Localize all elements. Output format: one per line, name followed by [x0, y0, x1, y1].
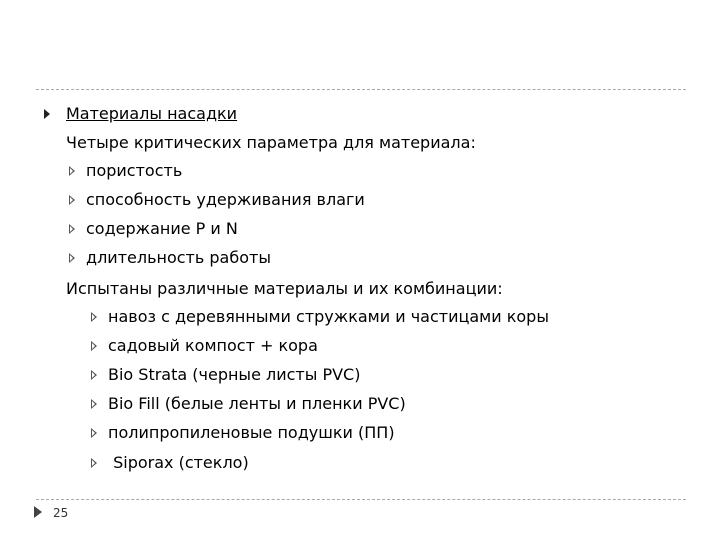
- list-item: садовый компост + кора: [108, 336, 318, 355]
- params-intro: Четыре критических параметра для материала:: [66, 133, 476, 152]
- list-item: Siporax (стекло): [108, 453, 249, 472]
- bullet-arrow-icon: [44, 109, 50, 119]
- page-number: 25: [53, 506, 69, 520]
- list-item: длительность работы: [86, 248, 271, 267]
- list-item: способность удерживания влаги: [86, 190, 365, 209]
- bullet-arrow-icon: [91, 312, 97, 322]
- bullet-arrow-icon: [91, 428, 97, 438]
- list-item: пористость: [86, 161, 183, 180]
- bullet-arrow-icon: [69, 166, 75, 176]
- bullet-arrow-icon: [91, 458, 97, 468]
- bottom-divider: [36, 499, 686, 500]
- list-item: полипропиленовые подушки (ПП): [108, 423, 395, 442]
- bullet-arrow-icon: [69, 195, 75, 205]
- slide-title: Материалы насадки: [66, 104, 238, 123]
- bullet-arrow-icon: [91, 341, 97, 351]
- bullet-arrow-icon: [69, 253, 75, 263]
- list-item: навоз с деревянными стружками и частицами коры: [108, 307, 549, 326]
- list-item: содержание P и N: [86, 219, 238, 238]
- bullet-arrow-icon: [91, 370, 97, 380]
- footer-triangle-icon: [34, 506, 42, 518]
- list-item: Bio Strata (черные листы PVC): [108, 365, 361, 384]
- top-divider: [36, 89, 686, 90]
- materials-intro: Испытаны различные материалы и их комбинации:: [66, 279, 503, 298]
- bullet-arrow-icon: [69, 224, 75, 234]
- list-item: Bio Fill (белые ленты и пленки PVC): [108, 394, 406, 413]
- bullet-arrow-icon: [91, 399, 97, 409]
